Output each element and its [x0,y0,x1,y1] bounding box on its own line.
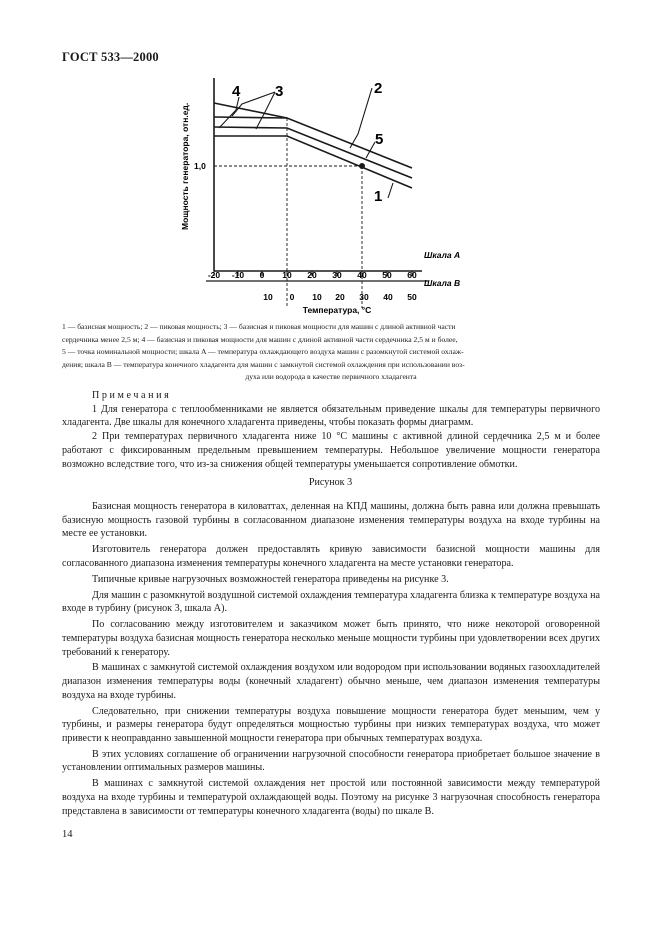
scale-b-tick: 10 [312,292,322,302]
figure-label: Рисунок 3 [308,477,353,488]
scale-a-tick: -10 [231,270,245,280]
scale-a-label: Шкала A [424,250,461,260]
curve-3-upper [214,117,287,118]
scale-a-tick: 20 [307,270,317,280]
power-temperature-diagram [170,70,470,320]
paragraph: В этих условиях соглашение об ограничении нагрузочной способности генератора приобретает большое значение в установлении оптимальных размеров машины. [62,748,600,774]
scale-b-tick: 30 [359,292,369,302]
curve-label-1: 1 [374,188,383,205]
scale-a-tick: 40 [357,270,367,280]
y-tick-1-0: 1,0 [194,161,206,171]
caption-line: дения; шкала B — температура конечного хладагента для машин с замкнутой системой охлаждения при использовании воз- [62,359,465,369]
caption-line: 1 — базисная мощность; 2 — пиковая мощность; 3 — базисная и пиковая мощности для машин с длиной активной части [62,322,456,331]
paragraph: По согласованию между изготовителем и заказчиком может быть принято, что ниже некоторой оговоренной температуры воздуха базисная мощность генератора несколько меньше мощности турбины при удовлетворении всех других требований к генератору. [62,619,600,658]
caption-line: сердечника менее 2,5 м; 4 — базисная и пиковая мощности для машин с длиной активной части сердечника 2,5 м и более, [62,334,458,344]
figure-caption [62,321,600,384]
paragraph: Изготовитель генератора должен предоставлять кривую зависимости базисной мощности машины для согласованного диапазона изменения температуры конечного хладагента на месте установки генератора. [62,544,600,569]
page-number: 14 [62,829,73,840]
paragraph: В машинах с замкнутой системой охлаждения нет простой или постоянной зависимости между температурой воздуха на входе турбины и температурой охлаждающей воды. Поэтому на рисунке 3 нагрузочная способность генератора представлена в зависимости от температуры конечного хладагента (воды) по шкале B. [62,778,600,817]
paragraph: Базисная мощность генератора в киловаттах, деленная на КПД машины, должна быть равна или должна превышать базисную мощность газовой турбины в согласованном диапазоне изменения температуры воздуха на входе турбины на месте ее установки. [62,501,600,540]
scale-b-tick: 0 [289,292,295,302]
curve-label-2: 2 [374,80,383,97]
curve-label-5: 5 [375,131,384,148]
scale-b-tick: 40 [383,292,393,302]
caption-line: 5 — точка номинальной мощности; шкала A — температура охлаждающего воздуха машин с разомкнутой системой охлаж- [62,347,464,357]
caption-line: духа или водорода в качестве первичного хладагента [245,372,417,382]
scale-a-tick: -20 [207,270,221,280]
scale-a-tick: 50 [382,270,392,280]
scale-a-tick: 0 [259,270,265,280]
note-2: 2 При температурах первичного хладагента ниже 10 °С машины с активной длиной сердечника 2,5 м и более работают с фиксированным предельным превышением температуры. Небольшое увеличение мощности генератора возможно вследствие того, что из-за снижения общей температуры уменьшается сопротивление обмотки. [62,431,600,470]
notes-title: Примечания [92,390,172,401]
document-header: ГОСТ 533—2000 [62,50,159,64]
scale-a-tick: 10 [282,270,292,280]
figure-3 [170,70,470,325]
curve-label-3: 3 [275,83,284,100]
paragraph: В машинах с замкнутой системой охлаждения воздухом или водородом при использовании водяных газоохладителей диапазон изменения температуры воды (конечный хладагент) обычно меньше, чем диапазон изменения температуры воздуха на входе турбины. [62,662,600,701]
rated-power-point [360,164,365,169]
scale-b-tick: 50 [407,292,417,302]
scale-b-tick: 10 [263,292,273,302]
curve-label-4: 4 [232,83,241,100]
paragraph: Следовательно, при снижении температуры воздуха повышение мощности генератора будет меньшим, чем у турбины, и размеры генератора будут определяться мощностью турбины при низких температурах воздуха, что может привести к неоправданно завышенной мощности генератора при обычных температурах воздуха. [62,705,600,744]
scale-b-tick: 20 [335,292,345,302]
x-axis-label: Температура, °C [302,305,372,315]
paragraph: Типичные кривые нагрузочных возможностей генератора приведены на рисунке 3. [92,573,449,585]
note-1: 1 Для генератора с теплообменниками не является обязательным приведение шкалы для температуры первичного хладагента. Две шкалы для конечного хладагента приведены, чтобы показать формы диаграмм. [62,403,600,429]
scale-b-label: Шкала B [424,278,461,288]
scale-a-tick: 60 [407,270,417,280]
notes-block [62,389,600,471]
paragraph: Для машин с разомкнутой воздушной системой охлаждения температура хладагента близка к температуре воздуха на входе в турбину (рисунок 3, шкала A). [62,589,600,615]
body-text [62,500,600,821]
y-axis-label: Мощность генератора, отн.ед. [180,102,190,230]
scale-a-tick: 30 [332,270,342,280]
